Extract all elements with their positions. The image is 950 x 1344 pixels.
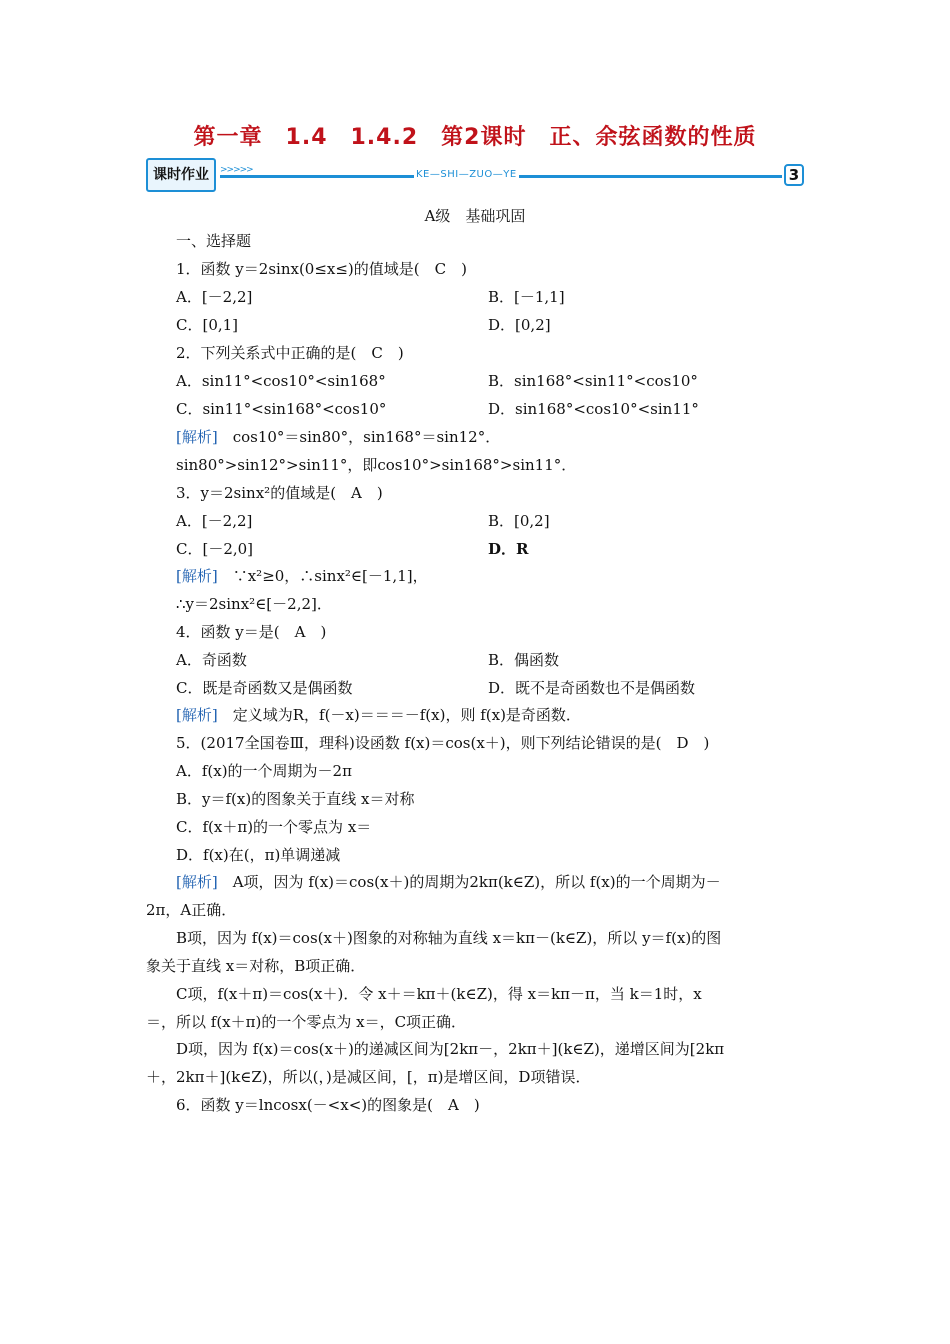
option-d: D．f(x)在(，π)单调递减: [176, 846, 341, 864]
option-a: A．奇函数: [176, 651, 247, 669]
option-d: D．R: [488, 540, 529, 558]
question-4: 4．函数 y＝是( A ): [176, 623, 327, 641]
option-c: C．[－2,0]: [176, 540, 254, 558]
analysis-text: ∵x²≥0，∴sinx²∈[－1,1]，: [217, 567, 428, 585]
option-b: B．[－1,1]: [488, 288, 565, 306]
option-d: D．sin168°<cos10°<sin11°: [488, 400, 699, 418]
analysis-text: ＋，2kπ＋](k∈Z)，所以(，)是减区间，[，π)是增区间，D项错误．: [146, 1068, 591, 1086]
option-c: C．f(x＋π)的一个零点为 x＝: [176, 818, 372, 836]
page-title: 第一章 1.4 1.4.2 第2课时 正、余弦函数的性质: [193, 125, 757, 150]
arrow-decoration: >>>>>: [220, 165, 253, 175]
analysis-label: [解析]: [176, 706, 218, 724]
analysis-line: [176, 427, 500, 447]
option-a: A．sin11°<cos10°<sin168°: [176, 372, 386, 390]
analysis-label: [解析]: [176, 567, 218, 585]
analysis-text: D项，因为 f(x)＝cos(x＋)的递减区间为[2kπ－，2kπ＋](k∈Z)，递增区间为[2kπ: [176, 1040, 725, 1058]
homework-tag: 课时作业: [146, 158, 216, 192]
option-b: B．[0,2]: [488, 512, 550, 530]
option-a: A．f(x)的一个周期为－2π: [176, 762, 352, 780]
analysis-line: [176, 872, 721, 892]
option-d: D．既不是奇函数也不是偶函数: [488, 679, 696, 697]
analysis-text: A项，因为 f(x)＝cos(x＋)的周期为2kπ(k∈Z)，所以 f(x)的一个周期为－: [217, 873, 721, 891]
analysis-text: ∴y＝2sinx²∈[－2,2]．: [176, 595, 332, 613]
question-2: 2．下列关系式中正确的是( C ): [176, 344, 404, 362]
option-c: C．[0,1]: [176, 316, 239, 334]
analysis-line: [176, 705, 581, 725]
question-6: 6．函数 y＝lncosx(－<x<)的图象是( A ): [176, 1096, 480, 1114]
analysis-text: sin80°>sin12°>sin11°，即cos10°>sin168°>sin11°．: [176, 456, 577, 474]
analysis-text: ＝，所以 f(x＋π)的一个零点为 x＝，C项正确．: [146, 1013, 467, 1031]
lesson-number-badge: 3: [784, 164, 804, 186]
banner-pinyin: KE—SHI—ZUO—YE: [416, 169, 517, 180]
analysis-label: [解析]: [176, 428, 218, 446]
option-d: D．[0,2]: [488, 316, 551, 334]
analysis-label: [解析]: [176, 873, 218, 891]
option-c: C．既是奇函数又是偶函数: [176, 679, 353, 697]
analysis-text: C项，f(x＋π)＝cos(x＋)．令 x＋＝kπ＋(k∈Z)，得 x＝kπ－π，当 k＝1时，x: [176, 985, 702, 1003]
option-b: B．sin168°<sin11°<cos10°: [488, 372, 698, 390]
analysis-text: 象关于直线 x＝对称，B项正确．: [146, 957, 366, 975]
analysis-text: B项，因为 f(x)＝cos(x＋)图象的对称轴为直线 x＝kπ－(k∈Z)，所以 y＝f(x)的图: [176, 929, 722, 947]
option-b: B．y＝f(x)的图象关于直线 x＝对称: [176, 790, 415, 808]
analysis-text: 定义域为R，f(－x)＝＝＝－f(x)，则 f(x)是奇函数．: [217, 706, 581, 724]
question-5: 5．(2017全国卷Ⅲ，理科)设函数 f(x)＝cos(x＋)，则下列结论错误的是( D ): [176, 734, 710, 752]
level-heading: A级 基础巩固: [424, 207, 526, 225]
section-heading: 一、选择题: [176, 232, 252, 250]
option-b: B．偶函数: [488, 651, 560, 669]
question-1: 1．函数 y＝2sinx(0≤x≤)的值域是( C ): [176, 260, 467, 278]
analysis-text: cos10°＝sin80°，sin168°＝sin12°．: [217, 428, 501, 446]
option-c: C．sin11°<sin168°<cos10°: [176, 400, 387, 418]
analysis-line: [176, 566, 428, 586]
option-a: A．[－2,2]: [176, 288, 253, 306]
homework-banner: [146, 158, 808, 192]
analysis-text: 2π，A正确．: [146, 901, 237, 919]
question-3: 3．y＝2sinx²的值域是( A ): [176, 484, 383, 502]
option-a: A．[－2,2]: [176, 512, 253, 530]
